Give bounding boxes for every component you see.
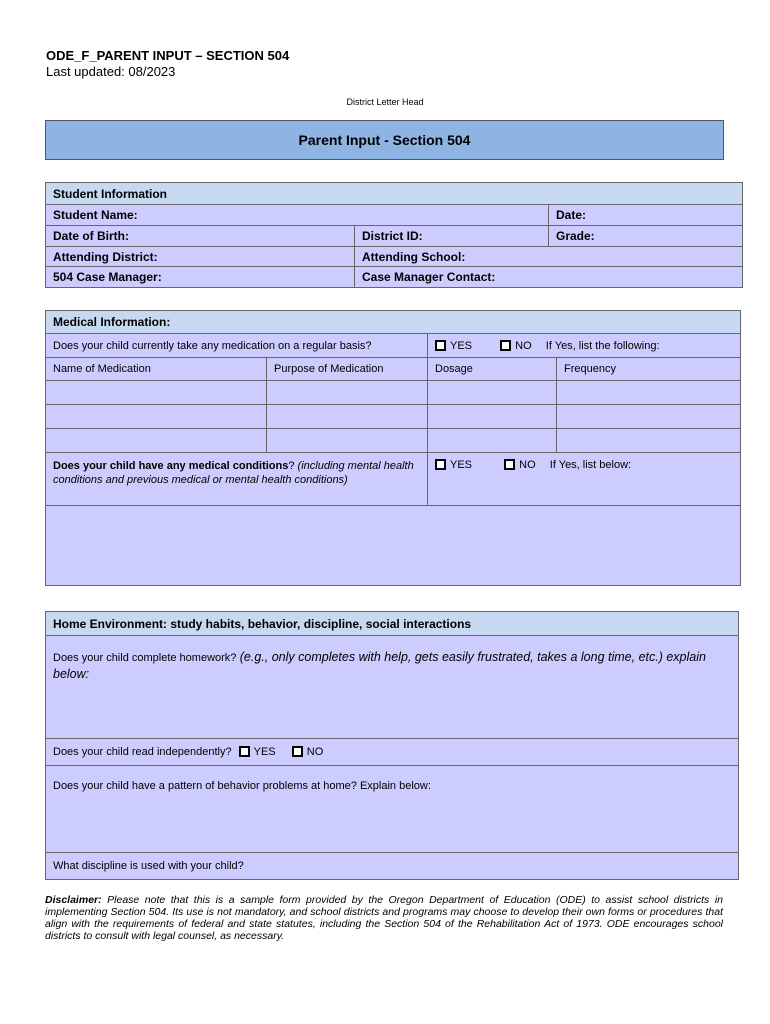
case-manager-label: 504 Case Manager: bbox=[53, 270, 162, 284]
homework-question: Does your child complete homework? bbox=[53, 652, 237, 664]
conditions-no-label: NO bbox=[519, 459, 536, 471]
medical-info-heading: Medical Information: bbox=[46, 311, 741, 334]
medication-dosage-input[interactable] bbox=[428, 381, 557, 405]
conditions-no-checkbox[interactable] bbox=[504, 459, 515, 470]
date-field[interactable] bbox=[549, 205, 743, 226]
medication-row bbox=[46, 381, 741, 405]
medication-if-yes-note: If Yes, list the following: bbox=[545, 339, 660, 352]
medication-frequency-input[interactable] bbox=[557, 381, 741, 405]
conditions-question-mark: ? bbox=[288, 460, 295, 472]
dob-field[interactable] bbox=[46, 226, 355, 247]
case-manager-field[interactable] bbox=[46, 267, 355, 288]
grade-label: Grade: bbox=[556, 229, 595, 243]
read-question: Does your child read independently? bbox=[53, 746, 232, 758]
form-code-title: ODE_F_PARENT INPUT – SECTION 504 bbox=[46, 48, 290, 63]
form-banner-title: Parent Input - Section 504 bbox=[45, 120, 724, 160]
discipline-answer-area[interactable] bbox=[46, 853, 739, 880]
medication-no-label: NO bbox=[515, 339, 532, 352]
home-environment-table bbox=[45, 611, 739, 880]
behavior-answer-area[interactable] bbox=[46, 766, 739, 853]
read-no-checkbox[interactable] bbox=[292, 746, 303, 757]
district-letterhead: District Letter Head bbox=[346, 97, 424, 107]
read-yes-checkbox[interactable] bbox=[239, 746, 250, 757]
conditions-question-note: (including mental health conditions and previous medical or mental health conditions) bbox=[53, 460, 414, 486]
attending-school-label: Attending School: bbox=[362, 249, 466, 264]
attending-district-label: Attending District: bbox=[53, 249, 158, 264]
medication-name-input[interactable] bbox=[46, 381, 267, 405]
last-updated: Last updated: 08/2023 bbox=[46, 64, 176, 79]
medication-no-checkbox[interactable] bbox=[500, 340, 511, 351]
conditions-question bbox=[46, 453, 428, 506]
disclaimer-text: Please note that this is a sample form provided by the Oregon Department of Education (ODE) to assist school districts in implementing Section 504. Its use is not mandatory, and school districts and programs may choose to develop their own forms or procedures that align with the requirements of federal and state statutes, including the Section 504 of the Rehabilitation Act of 1973. ODE encourages school districts to consult with legal counsel, as necessary. bbox=[45, 894, 724, 942]
medication-question: Does your child currently take any medication on a regular basis? bbox=[46, 334, 428, 358]
student-info-table bbox=[45, 182, 743, 288]
medication-purpose-input[interactable] bbox=[267, 381, 428, 405]
medical-info-table bbox=[45, 310, 741, 586]
district-id-label: District ID: bbox=[362, 229, 423, 243]
date-label: Date: bbox=[556, 208, 587, 222]
conditions-answer-cell bbox=[428, 453, 741, 506]
medication-dosage-input[interactable] bbox=[428, 429, 557, 453]
medication-dosage-input[interactable] bbox=[428, 405, 557, 429]
attending-district-field[interactable] bbox=[46, 247, 355, 267]
case-manager-contact-field[interactable] bbox=[355, 267, 743, 288]
medication-yes-checkbox[interactable] bbox=[435, 340, 446, 351]
homework-answer-area[interactable] bbox=[46, 636, 739, 739]
student-info-heading: Student Information bbox=[46, 183, 743, 205]
medication-frequency-input[interactable] bbox=[557, 405, 741, 429]
medication-frequency-input[interactable] bbox=[557, 429, 741, 453]
conditions-yes-checkbox[interactable] bbox=[435, 459, 446, 470]
col-header-frequency: Frequency bbox=[557, 358, 741, 381]
medication-name-input[interactable] bbox=[46, 429, 267, 453]
conditions-answer-area[interactable] bbox=[46, 506, 741, 586]
medication-purpose-input[interactable] bbox=[267, 429, 428, 453]
disclaimer bbox=[45, 894, 723, 942]
grade-field[interactable] bbox=[549, 226, 743, 247]
homework-example: (e.g., only completes with help, gets easily frustrated, takes a long time, etc.) explain below: bbox=[53, 650, 706, 681]
medication-purpose-input[interactable] bbox=[267, 405, 428, 429]
medication-row bbox=[46, 405, 741, 429]
col-header-dosage: Dosage bbox=[428, 358, 557, 381]
conditions-yes-label: YES bbox=[450, 459, 473, 471]
student-name-field[interactable] bbox=[46, 205, 549, 226]
conditions-question-bold: Does your child have any medical conditions bbox=[53, 460, 289, 472]
col-header-medication-purpose: Purpose of Medication bbox=[267, 358, 428, 381]
medication-row bbox=[46, 429, 741, 453]
medication-yes-label: YES bbox=[450, 339, 473, 352]
read-independently-row bbox=[46, 739, 739, 766]
read-no-label: NO bbox=[306, 746, 324, 758]
district-id-field[interactable] bbox=[355, 226, 549, 247]
attending-school-field[interactable] bbox=[355, 247, 743, 267]
behavior-question: Does your child have a pattern of behavior problems at home? Explain below: bbox=[53, 780, 431, 792]
conditions-if-yes-note: If Yes, list below: bbox=[549, 459, 632, 471]
col-header-medication-name: Name of Medication bbox=[46, 358, 267, 381]
dob-label: Date of Birth: bbox=[53, 229, 129, 243]
read-yes-label: YES bbox=[253, 746, 276, 758]
home-environment-heading: Home Environment: study habits, behavior, discipline, social interactions bbox=[46, 612, 739, 636]
disclaimer-label: Disclaimer: bbox=[45, 894, 102, 906]
medication-name-input[interactable] bbox=[46, 405, 267, 429]
student-name-label: Student Name: bbox=[53, 208, 138, 222]
discipline-question: What discipline is used with your child? bbox=[53, 860, 244, 872]
case-manager-contact-label: Case Manager Contact: bbox=[362, 270, 496, 284]
medication-answer-cell bbox=[428, 334, 741, 358]
